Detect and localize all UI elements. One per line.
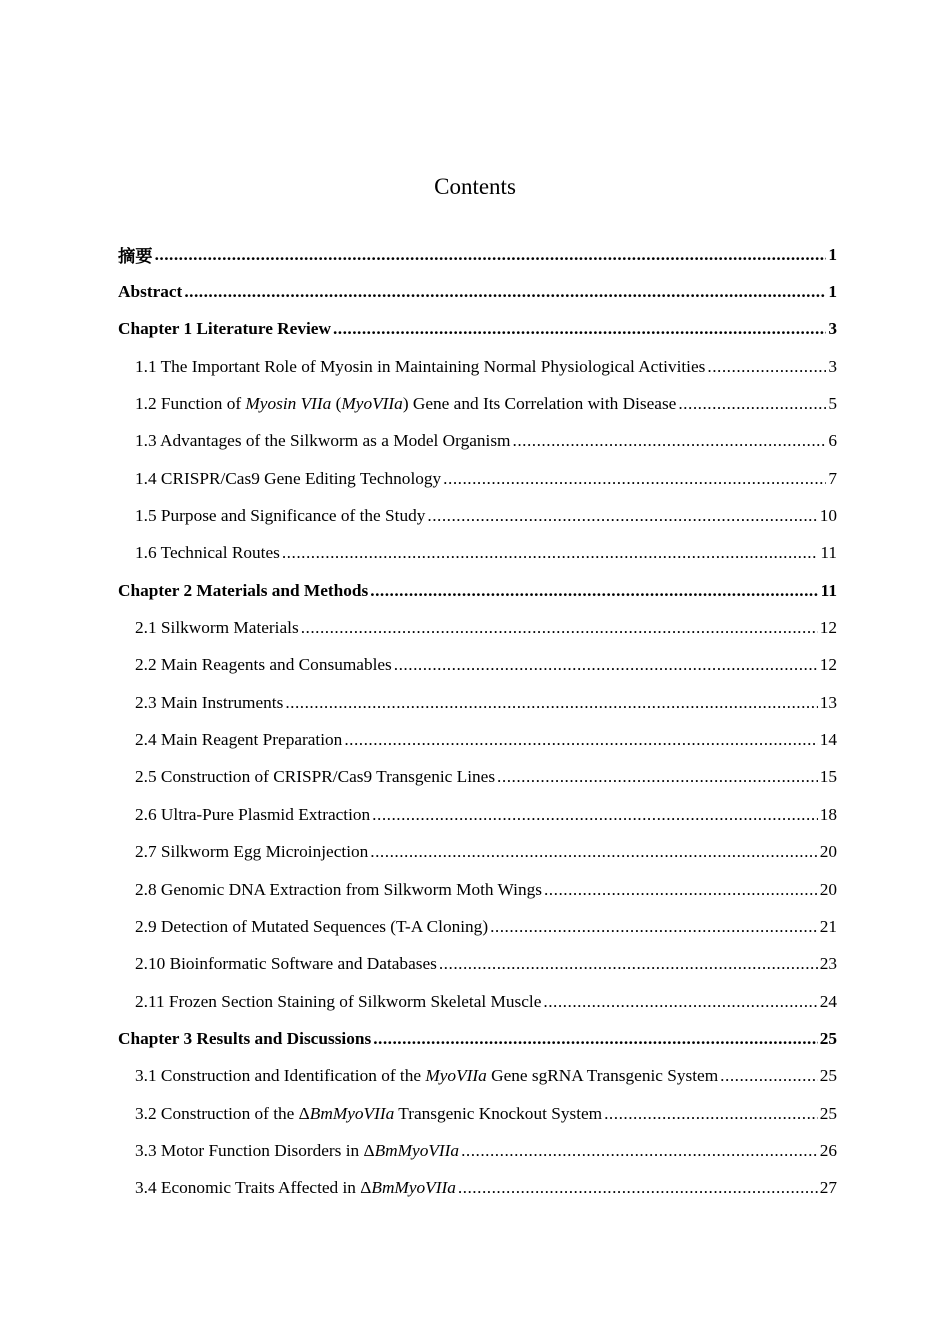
toc-entry[interactable] xyxy=(118,609,837,646)
toc-page-number: 11 xyxy=(820,543,837,563)
toc-entry[interactable] xyxy=(118,236,837,273)
toc-entry[interactable] xyxy=(118,497,837,534)
toc-page-number: 25 xyxy=(819,1066,837,1086)
toc-entry[interactable] xyxy=(118,460,837,497)
table-of-contents xyxy=(118,236,837,1207)
toc-entry[interactable] xyxy=(118,908,837,945)
toc-entry[interactable] xyxy=(118,423,837,460)
toc-entry[interactable] xyxy=(118,311,837,348)
dot-leader xyxy=(458,1178,818,1198)
dot-leader xyxy=(370,581,818,601)
toc-entry-title: 2.5 Construction of CRISPR/Cas9 Transgenic Lines xyxy=(135,767,496,787)
toc-page-number: 3 xyxy=(828,356,837,376)
toc-entry-title: 1.1 The Important Role of Myosin in Maintaining Normal Physiological Activities xyxy=(135,356,706,376)
toc-page-number: 1 xyxy=(828,282,837,302)
toc-entry[interactable] xyxy=(118,871,837,908)
toc-entry[interactable] xyxy=(118,647,837,684)
dot-leader xyxy=(461,1141,818,1161)
dot-leader xyxy=(439,954,818,974)
toc-entry[interactable] xyxy=(118,535,837,572)
toc-entry-title: Abstract xyxy=(118,282,183,302)
toc-entry-title: 2.2 Main Reagents and Consumables xyxy=(135,655,392,675)
toc-page-number: 18 xyxy=(819,804,837,824)
dot-leader xyxy=(707,357,826,377)
toc-entry[interactable] xyxy=(118,946,837,983)
dot-leader xyxy=(372,805,818,825)
toc-entry[interactable] xyxy=(118,721,837,758)
toc-entry[interactable] xyxy=(118,759,837,796)
toc-entry-title: 2.7 Silkworm Egg Microinjection xyxy=(135,842,369,862)
toc-entry-title: 2.3 Main Instruments xyxy=(135,692,284,712)
toc-entry-title: 2.1 Silkworm Materials xyxy=(135,618,299,638)
toc-page-number: 12 xyxy=(819,655,837,675)
toc-page-number: 6 xyxy=(828,431,837,451)
toc-entry[interactable] xyxy=(118,834,837,871)
toc-page-number: 27 xyxy=(819,1178,837,1198)
toc-entry-title: 3.4 Economic Traits Affected in ΔBmMyoVIIa xyxy=(135,1178,456,1198)
dot-leader xyxy=(604,1104,818,1124)
dot-leader xyxy=(490,917,818,937)
toc-entry[interactable] xyxy=(118,1132,837,1169)
toc-page-number: 20 xyxy=(819,842,837,862)
dot-leader xyxy=(155,245,827,265)
toc-entry[interactable] xyxy=(118,1020,837,1057)
toc-entry[interactable] xyxy=(118,796,837,833)
toc-entry[interactable] xyxy=(118,684,837,721)
toc-page-number: 14 xyxy=(819,730,837,750)
dot-leader xyxy=(443,469,826,489)
toc-page-number: 26 xyxy=(819,1140,837,1160)
toc-entry-title: Chapter 3 Results and Discussions xyxy=(118,1028,372,1048)
dot-leader xyxy=(543,992,817,1012)
dot-leader xyxy=(497,767,818,787)
toc-entry-title: 1.6 Technical Routes xyxy=(135,543,280,563)
dot-leader xyxy=(513,431,827,451)
toc-entry-title: 1.2 Function of Myosin VIIa (MyoVIIa) Gene and Its Correlation with Disease xyxy=(135,394,677,414)
toc-page-number: 23 xyxy=(819,954,837,974)
toc-page-number: 25 xyxy=(819,1103,837,1123)
toc-entry-title: 3.2 Construction of the ΔBmMyoVIIa Transgenic Knockout System xyxy=(135,1103,603,1123)
dot-leader xyxy=(720,1066,818,1086)
toc-entry[interactable] xyxy=(118,348,837,385)
toc-entry-title: 2.9 Detection of Mutated Sequences (T-A Cloning) xyxy=(135,916,489,936)
toc-entry-title: 3.3 Motor Function Disorders in ΔBmMyoVIIa xyxy=(135,1140,460,1160)
toc-entry-title: 摘要 xyxy=(118,247,153,267)
toc-entry[interactable] xyxy=(118,273,837,310)
toc-page-number: 20 xyxy=(819,879,837,899)
toc-entry-title: 1.3 Advantages of the Silkworm as a Model Organism xyxy=(135,431,511,451)
toc-page-number: 25 xyxy=(819,1028,837,1048)
toc-page-number: 5 xyxy=(828,394,837,414)
toc-entry[interactable] xyxy=(118,385,837,422)
toc-page-number: 3 xyxy=(828,319,837,339)
toc-entry-title: 2.11 Frozen Section Staining of Silkworm Skeletal Muscle xyxy=(135,991,542,1011)
toc-entry-title: 3.1 Construction and Identification of the MyoVIIa Gene sgRNA Transgenic System xyxy=(135,1066,719,1086)
toc-page-number: 24 xyxy=(819,991,837,1011)
toc-entry-title: 2.10 Bioinformatic Software and Databases xyxy=(135,954,437,974)
toc-entry[interactable] xyxy=(118,1170,837,1207)
toc-page-number: 1 xyxy=(828,244,837,264)
toc-entry[interactable] xyxy=(118,983,837,1020)
toc-entry-title: 2.8 Genomic DNA Extraction from Silkworm Moth Wings xyxy=(135,879,542,899)
toc-entry-title: Chapter 1 Literature Review xyxy=(118,319,331,339)
dot-leader xyxy=(282,543,819,563)
dot-leader xyxy=(394,655,818,675)
dot-leader xyxy=(678,394,826,414)
dot-leader xyxy=(301,618,818,638)
toc-entry-title: Chapter 2 Materials and Methods xyxy=(118,580,369,600)
toc-entry-title: 2.4 Main Reagent Preparation xyxy=(135,730,343,750)
dot-leader xyxy=(184,282,826,302)
toc-page-number: 15 xyxy=(819,767,837,787)
toc-page-number: 21 xyxy=(819,916,837,936)
page-title: Contents xyxy=(434,174,516,199)
dot-leader xyxy=(544,880,818,900)
toc-entry[interactable] xyxy=(118,572,837,609)
toc-entry-title: 1.5 Purpose and Significance of the Study xyxy=(135,506,426,526)
toc-page-number: 12 xyxy=(819,618,837,638)
toc-entry-title: 1.4 CRISPR/Cas9 Gene Editing Technology xyxy=(135,468,442,488)
toc-entry-title: 2.6 Ultra-Pure Plasmid Extraction xyxy=(135,804,371,824)
toc-page-number: 10 xyxy=(819,506,837,526)
toc-entry[interactable] xyxy=(118,1095,837,1132)
toc-page-number: 13 xyxy=(819,692,837,712)
dot-leader xyxy=(427,506,817,526)
dot-leader xyxy=(370,842,817,862)
toc-entry[interactable] xyxy=(118,1058,837,1095)
dot-leader xyxy=(285,693,817,713)
dot-leader xyxy=(373,1029,818,1049)
dot-leader xyxy=(344,730,817,750)
toc-page-number: 7 xyxy=(828,468,837,488)
dot-leader xyxy=(333,319,826,339)
toc-page-number: 11 xyxy=(820,580,837,600)
